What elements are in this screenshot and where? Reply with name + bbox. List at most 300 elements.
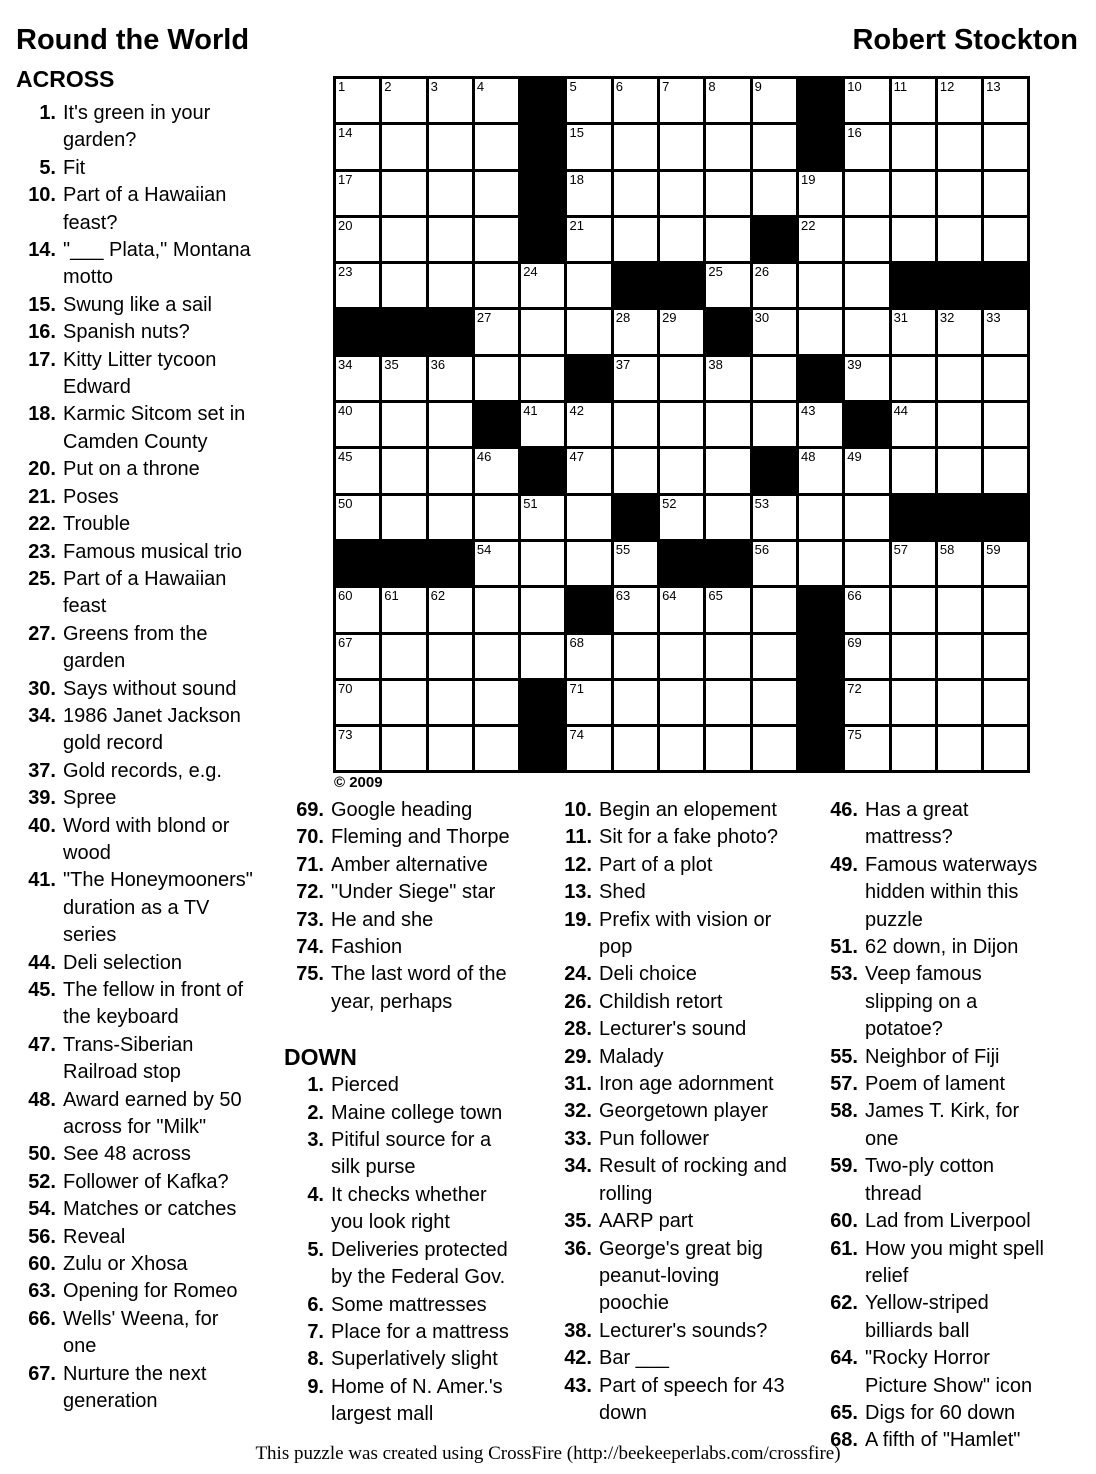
clue-item[interactable]	[284, 907, 521, 934]
grid-cell[interactable]	[429, 79, 472, 122]
grid-cell-black	[799, 727, 842, 770]
clue-item[interactable]	[284, 934, 521, 961]
grid-cell[interactable]	[753, 681, 796, 724]
grid-cell[interactable]	[567, 79, 610, 122]
grid-cell[interactable]	[706, 496, 749, 539]
clue-item[interactable]	[16, 703, 253, 758]
clue-item[interactable]	[284, 1127, 521, 1182]
grid-cell[interactable]	[429, 125, 472, 168]
grid-cell[interactable]	[429, 681, 472, 724]
grid-cell[interactable]	[799, 172, 842, 215]
grid-cell[interactable]	[706, 172, 749, 215]
grid-cell[interactable]	[753, 310, 796, 353]
grid-cell[interactable]	[429, 172, 472, 215]
grid-cell[interactable]	[938, 635, 981, 678]
grid-cell[interactable]	[984, 542, 1027, 585]
grid-cell[interactable]	[567, 681, 610, 724]
grid-cell[interactable]	[614, 125, 657, 168]
grid-cell[interactable]	[984, 357, 1027, 400]
grid-cell[interactable]	[336, 264, 379, 307]
grid-cell[interactable]	[660, 496, 703, 539]
clue-column-3	[552, 797, 789, 1427]
clue-item[interactable]	[818, 1290, 1055, 1345]
clue-item[interactable]	[818, 1345, 1055, 1400]
clue-item[interactable]	[552, 1373, 789, 1428]
grid-cell[interactable]	[521, 635, 564, 678]
clue-item[interactable]	[16, 950, 253, 977]
grid-cell[interactable]	[753, 79, 796, 122]
grid-cell[interactable]	[614, 588, 657, 631]
grid-cell[interactable]	[938, 727, 981, 770]
grid-cell[interactable]	[845, 264, 888, 307]
grid-cell[interactable]	[892, 218, 935, 261]
grid-cell[interactable]	[753, 172, 796, 215]
grid-cell[interactable]	[799, 449, 842, 492]
grid-cell[interactable]	[753, 357, 796, 400]
grid-cell[interactable]	[567, 125, 610, 168]
clue-item[interactable]	[818, 1400, 1055, 1427]
grid-cell[interactable]	[336, 403, 379, 446]
grid-cell[interactable]	[753, 125, 796, 168]
grid-cell[interactable]	[938, 310, 981, 353]
grid-cell[interactable]	[521, 542, 564, 585]
grid-cell[interactable]	[799, 496, 842, 539]
clue-number: 3.	[307, 1129, 324, 1152]
clue-text: Two-ply cotton thread	[865, 1155, 994, 1205]
grid-cell[interactable]	[475, 310, 518, 353]
grid-cell[interactable]	[799, 218, 842, 261]
grid-cell[interactable]	[382, 496, 425, 539]
grid-cell[interactable]	[753, 496, 796, 539]
grid-cell[interactable]	[845, 588, 888, 631]
clue-item[interactable]	[552, 1126, 789, 1153]
clue-item[interactable]	[16, 292, 253, 319]
grid-cell[interactable]	[938, 542, 981, 585]
grid-cell[interactable]	[521, 403, 564, 446]
clue-item[interactable]	[16, 484, 253, 511]
grid-cell[interactable]	[660, 79, 703, 122]
clue-item[interactable]	[818, 934, 1055, 961]
grid-cell[interactable]	[845, 727, 888, 770]
clue-item[interactable]	[16, 237, 253, 292]
grid-cell[interactable]	[567, 496, 610, 539]
grid-cell[interactable]	[336, 635, 379, 678]
grid-cell[interactable]	[845, 496, 888, 539]
grid-cell[interactable]	[984, 125, 1027, 168]
grid-cell[interactable]	[984, 727, 1027, 770]
grid-cell[interactable]	[475, 681, 518, 724]
clue-item[interactable]	[284, 1346, 521, 1373]
clue-item[interactable]	[16, 813, 253, 868]
grid-cell[interactable]	[706, 357, 749, 400]
grid-cell[interactable]	[429, 635, 472, 678]
grid-cell[interactable]	[799, 542, 842, 585]
grid-cell[interactable]	[567, 727, 610, 770]
cell-number: 32	[939, 310, 955, 326]
grid-cell[interactable]	[429, 496, 472, 539]
grid-cell[interactable]	[706, 681, 749, 724]
clue-column-4	[818, 797, 1055, 1455]
grid-cell[interactable]	[892, 403, 935, 446]
clue-number: 40.	[28, 814, 56, 837]
grid-cell[interactable]	[660, 681, 703, 724]
clue-item[interactable]	[284, 961, 521, 1016]
clue-text: Amber alternative	[331, 853, 488, 876]
clue-item[interactable]	[284, 1374, 521, 1429]
grid-cell[interactable]	[892, 79, 935, 122]
clue-item[interactable]	[284, 879, 521, 906]
grid-cell[interactable]	[799, 310, 842, 353]
grid-cell[interactable]	[475, 264, 518, 307]
clue-item[interactable]	[16, 1251, 253, 1278]
clue-item[interactable]	[16, 1278, 253, 1305]
grid-cell[interactable]	[382, 218, 425, 261]
grid-cell[interactable]	[567, 542, 610, 585]
grid-cell[interactable]	[660, 635, 703, 678]
grid-cell[interactable]	[429, 264, 472, 307]
clue-item[interactable]	[552, 1153, 789, 1208]
clue-item[interactable]	[552, 989, 789, 1016]
grid-cell[interactable]	[521, 496, 564, 539]
grid-cell[interactable]	[567, 264, 610, 307]
grid-cell[interactable]	[845, 635, 888, 678]
crossword-grid[interactable]	[333, 76, 1030, 773]
clue-item[interactable]	[284, 797, 521, 824]
grid-cell[interactable]	[845, 125, 888, 168]
clue-item[interactable]	[818, 1153, 1055, 1208]
grid-cell[interactable]	[706, 125, 749, 168]
grid-cell[interactable]	[984, 218, 1027, 261]
grid-cell[interactable]	[845, 449, 888, 492]
clue-number: 36.	[564, 1237, 592, 1260]
grid-cell[interactable]	[706, 588, 749, 631]
grid-cell[interactable]	[336, 218, 379, 261]
grid-cell[interactable]	[614, 79, 657, 122]
grid-cell[interactable]	[984, 635, 1027, 678]
clue-item[interactable]	[818, 1071, 1055, 1098]
grid-cell[interactable]	[336, 125, 379, 168]
grid-cell[interactable]	[845, 218, 888, 261]
clue-text: Digs for 60 down	[865, 1401, 1016, 1424]
cell-number: 1	[338, 79, 346, 94]
clue-item[interactable]	[16, 182, 253, 237]
grid-cell[interactable]	[706, 727, 749, 770]
clue-item[interactable]	[16, 1169, 253, 1196]
grid-cell[interactable]	[892, 310, 935, 353]
clue-item[interactable]	[552, 1208, 789, 1235]
clue-item[interactable]	[284, 1292, 521, 1319]
clue-item[interactable]	[16, 401, 253, 456]
clue-item[interactable]	[16, 1141, 253, 1168]
grid-cell[interactable]	[382, 588, 425, 631]
grid-cell[interactable]	[845, 357, 888, 400]
clue-text: Google heading	[331, 799, 473, 821]
grid-cell[interactable]	[429, 218, 472, 261]
clue-item[interactable]	[552, 879, 789, 906]
clue-item[interactable]	[16, 1306, 253, 1361]
grid-cell[interactable]	[567, 172, 610, 215]
clue-item[interactable]	[284, 1182, 521, 1237]
grid-cell[interactable]	[336, 496, 379, 539]
clue-item[interactable]	[552, 961, 789, 988]
grid-cell[interactable]	[429, 727, 472, 770]
grid-cell[interactable]	[938, 588, 981, 631]
clue-item[interactable]	[16, 977, 253, 1032]
clue-item[interactable]	[818, 852, 1055, 934]
clue-item[interactable]	[16, 100, 253, 155]
grid-cell[interactable]	[475, 449, 518, 492]
grid-cell[interactable]	[706, 264, 749, 307]
clue-text: Neighbor of Fiji	[865, 1045, 1000, 1068]
grid-cell[interactable]	[892, 449, 935, 492]
grid-cell[interactable]	[382, 681, 425, 724]
grid-cell[interactable]	[336, 357, 379, 400]
grid-cell[interactable]	[753, 588, 796, 631]
grid-cell[interactable]	[706, 79, 749, 122]
grid-cell[interactable]	[382, 403, 425, 446]
clue-text: Fleming and Thorpe	[331, 826, 510, 849]
clue-item[interactable]	[552, 1016, 789, 1043]
across-clues-list-1	[16, 100, 253, 1416]
grid-cell[interactable]	[660, 172, 703, 215]
clue-item[interactable]	[818, 1208, 1055, 1235]
grid-cell[interactable]	[614, 403, 657, 446]
grid-cell[interactable]	[382, 635, 425, 678]
grid-cell[interactable]	[938, 357, 981, 400]
clue-item[interactable]	[818, 961, 1055, 1043]
clue-number: 49.	[830, 853, 858, 876]
grid-cell[interactable]	[614, 449, 657, 492]
grid-cell[interactable]	[984, 588, 1027, 631]
grid-cell[interactable]	[475, 357, 518, 400]
grid-cell[interactable]	[938, 172, 981, 215]
clue-item[interactable]	[16, 155, 253, 182]
grid-cell[interactable]	[938, 403, 981, 446]
grid-cell[interactable]	[475, 588, 518, 631]
clue-item[interactable]	[552, 797, 789, 824]
grid-cell[interactable]	[938, 79, 981, 122]
clue-text: Kitty Litter tycoon Edward	[63, 348, 217, 399]
grid-cell[interactable]	[475, 727, 518, 770]
grid-cell[interactable]	[660, 449, 703, 492]
grid-cell[interactable]	[892, 172, 935, 215]
cell-number: 38	[708, 356, 723, 372]
grid-cell[interactable]	[614, 681, 657, 724]
grid-cell[interactable]	[984, 172, 1027, 215]
clue-item[interactable]	[552, 852, 789, 879]
grid-cell[interactable]	[706, 449, 749, 492]
grid-cell[interactable]	[892, 357, 935, 400]
clue-item[interactable]	[552, 824, 789, 851]
clue-item[interactable]	[284, 1319, 521, 1346]
grid-cell[interactable]	[521, 588, 564, 631]
grid-cell[interactable]	[892, 635, 935, 678]
clue-item[interactable]	[16, 319, 253, 346]
clue-item[interactable]	[552, 1318, 789, 1345]
grid-cell[interactable]	[336, 727, 379, 770]
grid-cell[interactable]	[614, 542, 657, 585]
grid-cell[interactable]	[567, 310, 610, 353]
grid-cell[interactable]	[660, 125, 703, 168]
grid-cell[interactable]	[845, 172, 888, 215]
clue-number: 24.	[564, 963, 592, 986]
grid-cell[interactable]	[753, 403, 796, 446]
grid-cell[interactable]	[984, 79, 1027, 122]
grid-cell[interactable]	[336, 172, 379, 215]
grid-cell[interactable]	[336, 449, 379, 492]
grid-cell[interactable]	[892, 542, 935, 585]
grid-cell[interactable]	[475, 496, 518, 539]
clue-item[interactable]	[16, 1361, 253, 1416]
clue-item[interactable]	[552, 1098, 789, 1125]
grid-cell[interactable]	[892, 588, 935, 631]
clue-item[interactable]	[16, 1087, 253, 1142]
grid-cell[interactable]	[382, 172, 425, 215]
grid-cell[interactable]	[614, 357, 657, 400]
clue-item[interactable]	[16, 758, 253, 785]
grid-cell[interactable]	[938, 681, 981, 724]
grid-cell-black	[475, 403, 518, 446]
clue-text: He and she	[331, 908, 434, 931]
grid-cell[interactable]	[938, 449, 981, 492]
clue-item[interactable]	[552, 1071, 789, 1098]
grid-cell[interactable]	[753, 635, 796, 678]
clue-item[interactable]	[818, 1098, 1055, 1153]
clue-item[interactable]	[16, 676, 253, 703]
grid-cell[interactable]	[475, 125, 518, 168]
grid-cell[interactable]	[660, 357, 703, 400]
clue-item[interactable]	[16, 1224, 253, 1251]
cell-number: 56	[754, 541, 770, 557]
grid-cell[interactable]	[475, 172, 518, 215]
clue-item[interactable]	[16, 1032, 253, 1087]
grid-cell[interactable]	[429, 588, 472, 631]
grid-cell[interactable]	[475, 635, 518, 678]
grid-cell[interactable]	[660, 727, 703, 770]
clue-item[interactable]	[16, 1196, 253, 1223]
clue-item[interactable]	[552, 907, 789, 962]
grid-cell[interactable]	[845, 310, 888, 353]
clue-item[interactable]	[552, 1345, 789, 1372]
grid-cell[interactable]	[892, 727, 935, 770]
clue-item[interactable]	[16, 785, 253, 812]
grid-cell[interactable]	[660, 403, 703, 446]
grid-cell[interactable]	[706, 403, 749, 446]
clue-text: Superlatively slight	[331, 1348, 498, 1371]
clue-number: 22.	[28, 513, 56, 536]
grid-cell[interactable]	[382, 79, 425, 122]
clue-item[interactable]	[16, 456, 253, 483]
grid-cell[interactable]	[567, 403, 610, 446]
clue-item[interactable]	[16, 347, 253, 402]
grid-cell[interactable]	[382, 727, 425, 770]
grid-cell[interactable]	[660, 588, 703, 631]
grid-cell[interactable]	[706, 218, 749, 261]
cell-number: 36	[430, 356, 446, 372]
grid-cell[interactable]	[892, 125, 935, 168]
grid-cell[interactable]	[984, 310, 1027, 353]
grid-cell[interactable]	[429, 449, 472, 492]
grid-cell[interactable]	[336, 79, 379, 122]
grid-cell[interactable]	[845, 542, 888, 585]
grid-cell[interactable]	[938, 218, 981, 261]
grid-cell[interactable]	[938, 125, 981, 168]
grid-cell[interactable]	[382, 264, 425, 307]
grid-cell[interactable]	[706, 635, 749, 678]
grid-cell[interactable]	[614, 310, 657, 353]
clue-item[interactable]	[818, 1236, 1055, 1291]
grid-cell[interactable]	[892, 681, 935, 724]
grid-cell[interactable]	[429, 403, 472, 446]
clue-item[interactable]	[284, 824, 521, 851]
grid-cell[interactable]	[614, 172, 657, 215]
clue-item[interactable]	[16, 867, 253, 949]
grid-cell[interactable]	[521, 264, 564, 307]
grid-cell[interactable]	[567, 449, 610, 492]
grid-cell[interactable]	[799, 264, 842, 307]
clue-item[interactable]	[818, 1044, 1055, 1071]
grid-cell[interactable]	[614, 727, 657, 770]
grid-cell[interactable]	[984, 449, 1027, 492]
clue-item[interactable]	[284, 1100, 521, 1127]
grid-cell[interactable]	[382, 449, 425, 492]
grid-cell-black	[614, 264, 657, 307]
clue-item[interactable]	[284, 1237, 521, 1292]
grid-cell[interactable]	[753, 542, 796, 585]
cell-number: 21	[569, 217, 584, 233]
clue-text: Pierced	[331, 1074, 399, 1097]
grid-cell[interactable]	[336, 681, 379, 724]
grid-cell[interactable]	[845, 681, 888, 724]
clue-item[interactable]	[552, 1044, 789, 1071]
grid-cell[interactable]	[382, 125, 425, 168]
grid-cell[interactable]	[336, 588, 379, 631]
clue-item[interactable]	[16, 566, 253, 621]
clue-item[interactable]	[16, 621, 253, 676]
grid-cell[interactable]	[567, 635, 610, 678]
grid-cell[interactable]	[984, 681, 1027, 724]
clue-item[interactable]	[284, 852, 521, 879]
clue-text: Gold records, e.g.	[63, 759, 222, 782]
grid-cell[interactable]	[382, 357, 425, 400]
clue-item[interactable]	[284, 1072, 521, 1099]
grid-cell[interactable]	[567, 218, 610, 261]
grid-cell[interactable]	[475, 542, 518, 585]
grid-cell[interactable]	[660, 218, 703, 261]
clue-item[interactable]	[552, 1236, 789, 1318]
grid-cell[interactable]	[521, 310, 564, 353]
grid-cell[interactable]	[475, 218, 518, 261]
clue-number: 26.	[564, 990, 592, 1013]
clue-item[interactable]	[16, 539, 253, 566]
grid-cell[interactable]	[753, 264, 796, 307]
clue-item[interactable]	[818, 797, 1055, 852]
grid-cell[interactable]	[429, 357, 472, 400]
grid-cell[interactable]	[753, 727, 796, 770]
grid-cell[interactable]	[799, 403, 842, 446]
clue-number: 43.	[564, 1374, 592, 1397]
clue-item[interactable]	[16, 511, 253, 538]
grid-cell[interactable]	[614, 218, 657, 261]
grid-cell[interactable]	[475, 79, 518, 122]
grid-cell[interactable]	[845, 79, 888, 122]
clue-text: "___ Plata," Montana motto	[63, 239, 251, 289]
grid-cell[interactable]	[614, 635, 657, 678]
grid-cell[interactable]	[660, 310, 703, 353]
clue-text: "The Honeymooners" duration as a TV series	[63, 869, 253, 947]
grid-cell[interactable]	[521, 357, 564, 400]
grid-cell[interactable]	[984, 403, 1027, 446]
